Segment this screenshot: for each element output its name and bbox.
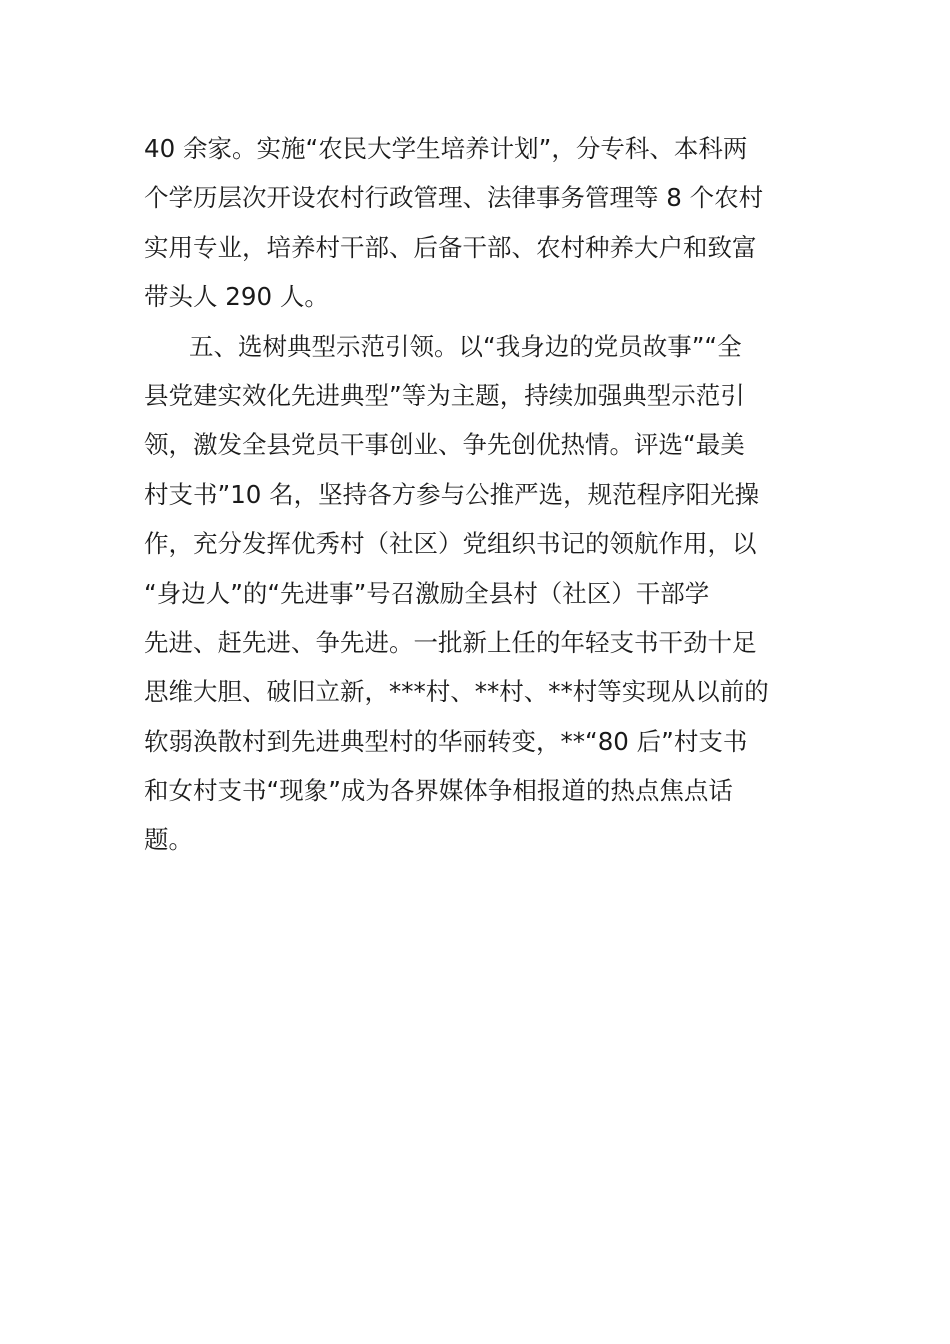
text-line: 题。	[144, 825, 193, 855]
text-line: 思维大胆、破旧立新，***村、**村、**村等实现从以前的	[144, 677, 769, 707]
text-line: 县党建实效化先进典型”等为主题，持续加强典型示范引	[144, 380, 745, 410]
text-line: 和女村支书“现象”成为各界媒体争相报道的热点焦点话	[144, 776, 733, 806]
text-line: 实用专业，培养村干部、后备干部、农村种养大户和致富	[144, 232, 757, 262]
paragraph-2	[144, 322, 806, 865]
text-line: 软弱涣散村到先进典型村的华丽转变，**“80 后”村支书	[144, 726, 748, 756]
text-line: 40 余家。实施“农民大学生培养计划”，分专科、本科两	[144, 134, 748, 163]
paragraph-1	[144, 124, 806, 322]
text-line: 个学历层次开设农村行政管理、法律事务管理等 8 个农村	[144, 183, 764, 213]
text-line: 带头人 290 人。	[144, 282, 329, 312]
text-line: 作，充分发挥优秀村（社区）党组织书记的领航作用，以	[144, 529, 757, 559]
text-line: 领，激发全县党员干事创业、争先创优热情。评选“最美	[144, 430, 745, 460]
text-line: 村支书”10 名，坚持各方参与公推严选，规范程序阳光操	[144, 479, 760, 509]
text-line: 先进、赶先进、争先进。一批新上任的年轻支书干劲十足	[144, 627, 757, 657]
document-body	[144, 124, 806, 865]
text-line: “身边人”的“先进事”号召激励全县村（社区）干部学	[144, 578, 710, 608]
text-line: 五、选树典型示范引领。以“我身边的党员故事”“全	[189, 331, 742, 361]
